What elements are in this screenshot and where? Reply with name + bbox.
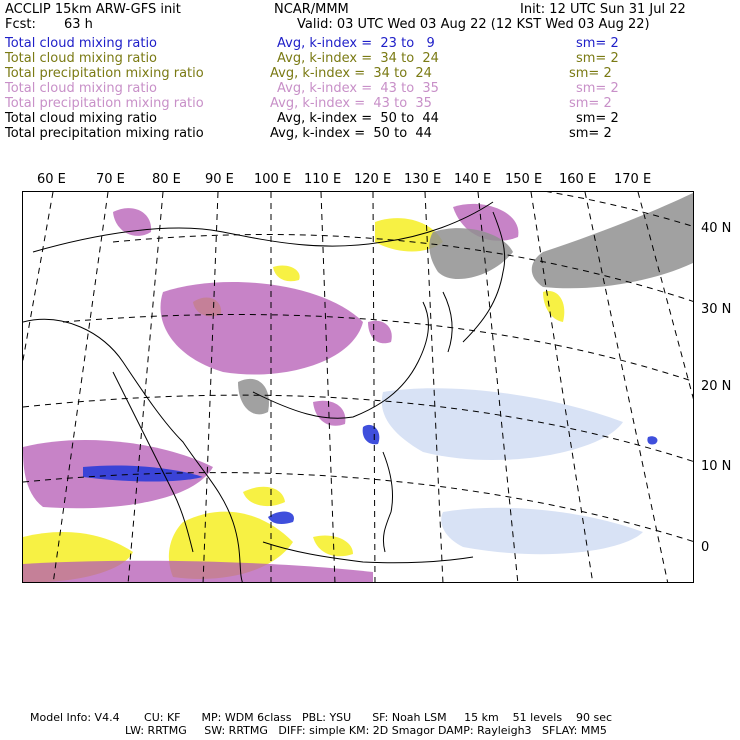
cloud-patch bbox=[382, 388, 623, 460]
cloud-patch bbox=[113, 208, 151, 236]
meridian bbox=[373, 192, 375, 583]
field-sm: sm= 2 bbox=[576, 111, 619, 126]
lat-label: 20 N bbox=[701, 379, 732, 394]
cloud-patch bbox=[23, 561, 373, 583]
map-canvas bbox=[23, 192, 694, 583]
cloud-patch bbox=[161, 282, 364, 375]
cloud-patch bbox=[441, 508, 643, 554]
cloud-patch bbox=[238, 379, 269, 414]
field-avg: Avg, k-index = 43 to 35 bbox=[270, 96, 432, 111]
lon-label: 60 E bbox=[37, 172, 66, 187]
field-avg: Avg, k-index = 34 to 24 bbox=[277, 51, 439, 66]
parallel-40n bbox=[173, 192, 694, 227]
cloud-patch bbox=[268, 512, 294, 524]
valid-time: Valid: 03 UTC Wed 03 Aug 22 (12 KST Wed 03 Aug 22) bbox=[297, 17, 650, 32]
forecast-label: Fcst: bbox=[5, 17, 36, 32]
cloud-patch bbox=[543, 291, 564, 322]
lon-label: 130 E bbox=[404, 172, 442, 187]
lon-label: 140 E bbox=[454, 172, 492, 187]
cloud-patch bbox=[532, 192, 694, 288]
cloud-map bbox=[22, 191, 694, 583]
init-time: Init: 12 UTC Sun 31 Jul 22 bbox=[520, 2, 686, 17]
lon-label: 120 E bbox=[354, 172, 392, 187]
cloud-patch bbox=[647, 436, 657, 444]
low-cloud-light-layer bbox=[382, 388, 643, 554]
cloud-patch bbox=[363, 425, 380, 444]
cloud-patch bbox=[368, 321, 392, 344]
field-sm: sm= 2 bbox=[569, 126, 612, 141]
lon-label: 150 E bbox=[505, 172, 543, 187]
lat-label: 0 bbox=[701, 540, 710, 555]
lon-label: 70 E bbox=[96, 172, 125, 187]
lat-label: 30 N bbox=[701, 302, 732, 317]
meridian bbox=[128, 192, 163, 583]
lon-label: 110 E bbox=[304, 172, 342, 187]
coastline-korea bbox=[443, 292, 452, 352]
field-name: Total precipitation mixing ratio bbox=[5, 96, 204, 111]
lon-label: 80 E bbox=[152, 172, 181, 187]
field-avg: Avg, k-index = 34 to 24 bbox=[270, 66, 432, 81]
coastline-philippines bbox=[383, 452, 393, 552]
lon-label: 100 E bbox=[254, 172, 292, 187]
model-info: Model Info: V4.4 CU: KF MP: WDM 6class PBL: YSU SF: Noah LSM 15 km 51 levels 90 sec bbox=[30, 711, 613, 724]
cloud-patch bbox=[243, 487, 285, 506]
forecast-hour: 63 h bbox=[64, 17, 93, 32]
model-title: ACCLIP 15km ARW-GFS init bbox=[5, 2, 181, 17]
field-avg: Avg, k-index = 50 to 44 bbox=[277, 111, 439, 126]
cloud-patch bbox=[273, 265, 300, 281]
field-name: Total precipitation mixing ratio bbox=[5, 66, 204, 81]
field-name: Total cloud mixing ratio bbox=[5, 36, 158, 51]
field-name: Total cloud mixing ratio bbox=[5, 51, 158, 66]
field-avg: Avg, k-index = 43 to 35 bbox=[277, 81, 439, 96]
field-name: Total cloud mixing ratio bbox=[5, 81, 158, 96]
meridian bbox=[321, 192, 335, 583]
field-avg: Avg, k-index = 23 to 9 bbox=[277, 36, 435, 51]
field-avg: Avg, k-index = 50 to 44 bbox=[270, 126, 432, 141]
lat-label: 10 N bbox=[701, 459, 732, 474]
field-sm: sm= 2 bbox=[576, 81, 619, 96]
lon-label: 160 E bbox=[559, 172, 597, 187]
field-sm: sm= 2 bbox=[569, 66, 612, 81]
lat-label: 40 N bbox=[701, 221, 732, 236]
field-sm: sm= 2 bbox=[569, 96, 612, 111]
field-name: Total cloud mixing ratio bbox=[5, 111, 158, 126]
lon-label: 170 E bbox=[614, 172, 652, 187]
field-sm: sm= 2 bbox=[576, 36, 619, 51]
model-physics: LW: RRTMG SW: RRTMG DIFF: simple KM: 2D Smagor DAMP: Rayleigh3 SFLAY: MM5 bbox=[125, 724, 607, 737]
field-sm: sm= 2 bbox=[576, 51, 619, 66]
lon-label: 90 E bbox=[205, 172, 234, 187]
meridian bbox=[53, 192, 108, 583]
organization-label: NCAR/MMM bbox=[274, 2, 349, 17]
field-name: Total precipitation mixing ratio bbox=[5, 126, 204, 141]
